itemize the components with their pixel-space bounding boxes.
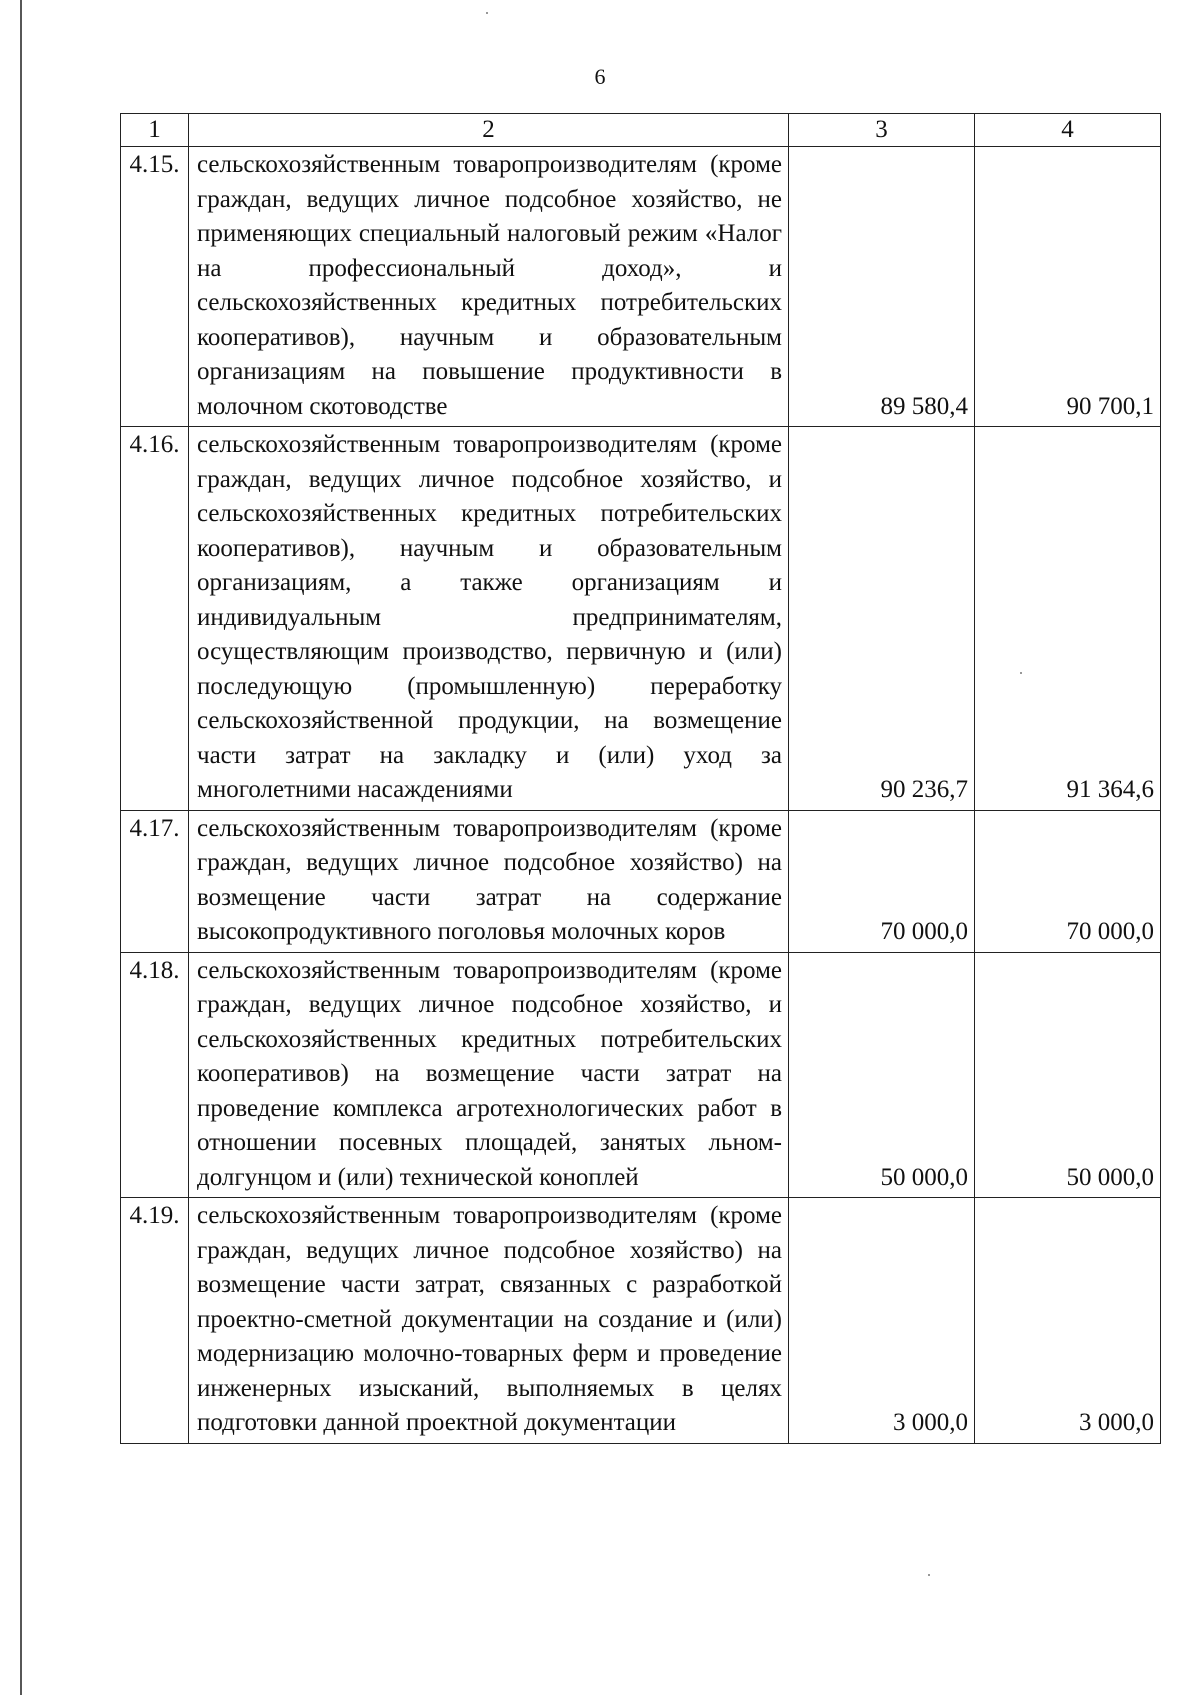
row-description: сельскохозяйственным товаропроизводителям (кроме граждан, ведущих личное подсобное хозяйство) на возмещение части затрат, связанных с разработкой проектно-сметной документации на создание и (или) модернизацию молочно-товарных ферм и проведение инженерных изысканий, выполняемых в целях подготовки данной проектной документации: [189, 1198, 789, 1444]
row-description: сельскохозяйственным товаропроизводителям (кроме граждан, ведущих личное подсобное хозяйство, не применяющих специальный налоговый режим «Налог на профессиональный доход», и сельскохозяйственных кредитных потребительских кооперативов), научным и образовательным организациям на повышение продуктивности в молочном скотоводстве: [189, 147, 789, 427]
header-cell-4: 4: [975, 114, 1161, 147]
row-number: 4.19.: [121, 1198, 189, 1444]
table-row: [121, 810, 1161, 952]
header-cell-1: 1: [121, 114, 189, 147]
table-row: [121, 952, 1161, 1198]
table-row: [121, 1198, 1161, 1444]
row-number: 4.15.: [121, 147, 189, 427]
row-number: 4.16.: [121, 427, 189, 811]
row-description: сельскохозяйственным товаропроизводителям (кроме граждан, ведущих личное подсобное хозяйство) на возмещение части затрат на содержание высокопродуктивного поголовья молочных коров: [189, 810, 789, 952]
table-row: [121, 147, 1161, 427]
header-cell-3: 3: [789, 114, 975, 147]
row-value-col3: 89 580,4: [789, 147, 975, 427]
row-value-col3: 50 000,0: [789, 952, 975, 1198]
table-row: [121, 427, 1161, 811]
row-description: сельскохозяйственным товаропроизводителям (кроме граждан, ведущих личное подсобное хозяйство, и сельскохозяйственных кредитных потребительских кооперативов), научным и образовательным организациям, а также организациям и индивидуальным предпринимателям, осуществляющим производство, первичную и (или) последующую (промышленную) переработку сельскохозяйственной продукции, на возмещение части затрат на закладку и (или) уход за многолетними насаждениями: [189, 427, 789, 811]
row-value-col3: 90 236,7: [789, 427, 975, 811]
row-value-col4: 50 000,0: [975, 952, 1161, 1198]
row-value-col3: 70 000,0: [789, 810, 975, 952]
table-header-row: [121, 114, 1161, 147]
budget-table: [120, 113, 1161, 1444]
row-number: 4.17.: [121, 810, 189, 952]
row-description: сельскохозяйственным товаропроизводителям (кроме граждан, ведущих личное подсобное хозяйство, и сельскохозяйственных кредитных потребительских кооперативов) на возмещение части затрат на проведение комплекса агротехнологических работ в отношении посевных площадей, занятых льном-долгунцом и (или) технической коноплей: [189, 952, 789, 1198]
row-value-col4: 70 000,0: [975, 810, 1161, 952]
scan-edge-line: [20, 0, 22, 1695]
scan-speck: [928, 1574, 930, 1576]
scan-speck: [486, 12, 488, 14]
row-value-col3: 3 000,0: [789, 1198, 975, 1444]
row-value-col4: 91 364,6: [975, 427, 1161, 811]
page-number: 6: [594, 64, 606, 89]
row-value-col4: 90 700,1: [975, 147, 1161, 427]
row-number: 4.18.: [121, 952, 189, 1198]
row-value-col4: 3 000,0: [975, 1198, 1161, 1444]
header-cell-2: 2: [189, 114, 789, 147]
